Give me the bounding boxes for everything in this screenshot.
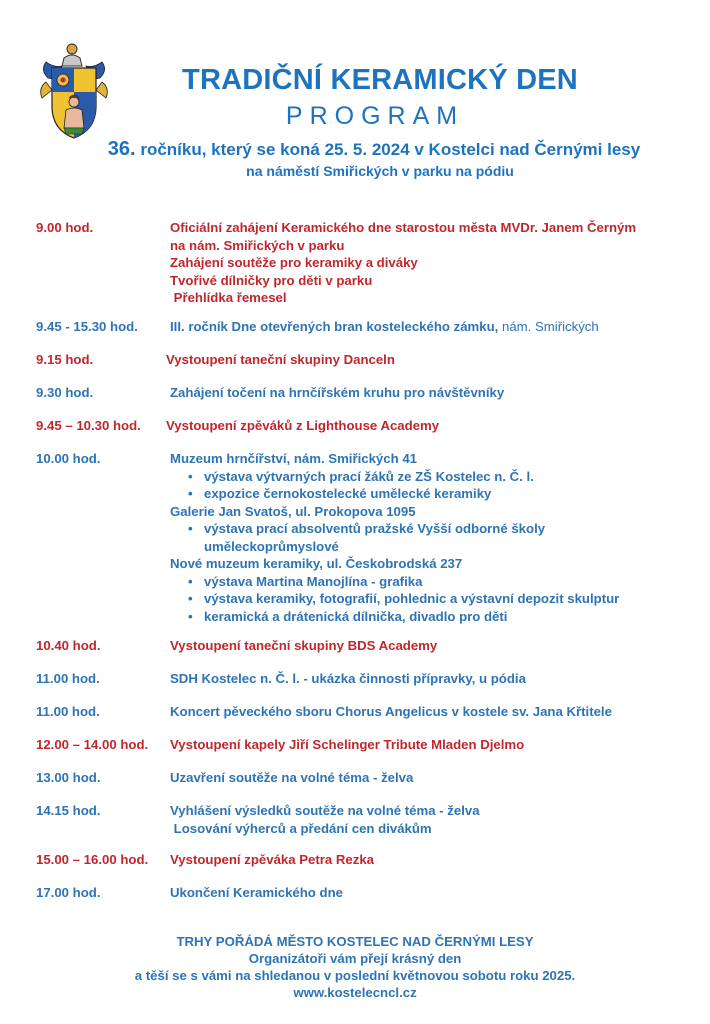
program-time: 13.00 hod. xyxy=(36,770,101,785)
program-time: 9.30 hod. xyxy=(36,385,94,400)
venue-item: • výstava Martina Manojlína - grafika xyxy=(170,573,619,591)
venue-item: • výstava výtvarných prací žáků ze ZŠ Kostelec n. Č. l. xyxy=(170,468,619,486)
program-text: III. ročník Dne otevřených bran kosteleckého zámku, xyxy=(170,319,499,334)
program-desc xyxy=(170,450,619,625)
edition-text: ročníku, který se koná 25. 5. 2024 v Kostelci nad Černými lesy xyxy=(135,140,641,159)
program-desc: Vystoupení kapely Jiří Schelinger Tribute Mladen Djelmo xyxy=(170,737,525,752)
venue-title: Galerie Jan Svatoš, ul. Prokopova 1095 xyxy=(170,503,416,519)
program-desc xyxy=(170,219,636,307)
program-time: 11.00 hod. xyxy=(36,671,100,686)
program-time: 12.00 – 14.00 hod. xyxy=(36,737,149,752)
footer-website-link[interactable]: www.kostelecncl.cz xyxy=(293,985,417,1000)
program-time: 9.45 - 15.30 hod. xyxy=(36,319,138,334)
program-desc: Ukončení Keramického dne xyxy=(170,885,343,900)
location-line: na náměstí Smiřických v parku na pódiu xyxy=(246,163,514,179)
page-title: TRADIČNÍ KERAMICKÝ DEN xyxy=(182,64,578,96)
venue-item-continued: uměleckoprůmyslové xyxy=(204,538,339,554)
program-time: 9.15 hod. xyxy=(36,352,94,367)
program-time: 9.45 – 10.30 hod. xyxy=(36,418,141,433)
footer-organizer: TRHY POŘÁDÁ MĚSTO KOSTELEC NAD ČERNÝMI LESY xyxy=(176,934,534,949)
program-desc: Vystoupení taneční skupiny BDS Academy xyxy=(170,638,438,653)
program-desc: Koncert pěveckého sboru Chorus Angelicus v kostele sv. Jana Křtitele xyxy=(170,704,612,719)
program-time: 10.00 hod. xyxy=(36,451,101,466)
program-desc: Vystoupení zpěváků z Lighthouse Academy xyxy=(166,418,440,433)
program-line: Oficiální zahájení Keramického dne starostou města MVDr. Janem Černým xyxy=(170,220,637,235)
footer-greeting: Organizátoři vám přejí krásný den xyxy=(248,951,462,966)
program-desc: Zahájení točení na hrnčířském kruhu pro návštěvníky xyxy=(170,385,505,400)
venue-title: Nové muzeum keramiky, ul. Českobrodská 237 xyxy=(170,556,463,571)
edition-number: 36. xyxy=(107,138,136,160)
venue-item: • keramická a drátenická dílnička, divadlo pro děti xyxy=(170,608,619,626)
program-desc xyxy=(170,802,480,837)
program-time: 17.00 hod. xyxy=(36,885,101,900)
program-time: 10.40 hod. xyxy=(36,638,101,653)
program-line: Přehlídka řemesel xyxy=(170,290,287,305)
venue-title: Muzeum hrnčířství, nám. Smiřických 41 xyxy=(170,451,417,466)
program-line: Losování výherců a předání cen divákům xyxy=(170,820,432,836)
venue-item: • výstava keramiky, fotografií, pohlednic a výstavní depozit skulptur xyxy=(170,590,619,608)
program-desc: Uzavření soutěže na volné téma - želva xyxy=(170,770,414,785)
program-line: Tvořivé dílničky pro děti v parku xyxy=(170,272,373,288)
program-desc: Vystoupení taneční skupiny Danceln xyxy=(166,352,395,367)
program-desc: SDH Kostelec n. Č. l. - ukázka činnosti přípravky, u pódia xyxy=(170,671,526,686)
program-time: 9.00 hod. xyxy=(36,220,94,235)
program-time: 11.00 hod. xyxy=(36,704,100,719)
program-time: 14.15 hod. xyxy=(36,803,101,818)
program-line: Vyhlášení výsledků soutěže na volné téma - želva xyxy=(170,803,480,818)
footer-invitation: a těší se s vámi na shledanou v poslední květnovou sobotu roku 2025. xyxy=(134,968,576,983)
edition-line xyxy=(38,138,710,161)
program-desc: Vystoupení zpěváka Petra Rezka xyxy=(170,852,375,867)
venue-item: • expozice černokostelecké umělecké keramiky xyxy=(170,485,619,503)
program-desc xyxy=(170,318,599,336)
program-time: 15.00 – 16.00 hod. xyxy=(36,852,149,867)
footer xyxy=(0,933,710,1001)
program-line: na nám. Smiřických v parku xyxy=(170,237,345,253)
program-extra: nám. Smiřických xyxy=(498,319,599,334)
program-subtitle: PROGRAM xyxy=(285,102,465,130)
venue-item: • výstava prací absolventů pražské Vyšší odborné školy xyxy=(170,520,619,538)
program-line: Zahájení soutěže pro keramiky a diváky xyxy=(170,255,418,270)
